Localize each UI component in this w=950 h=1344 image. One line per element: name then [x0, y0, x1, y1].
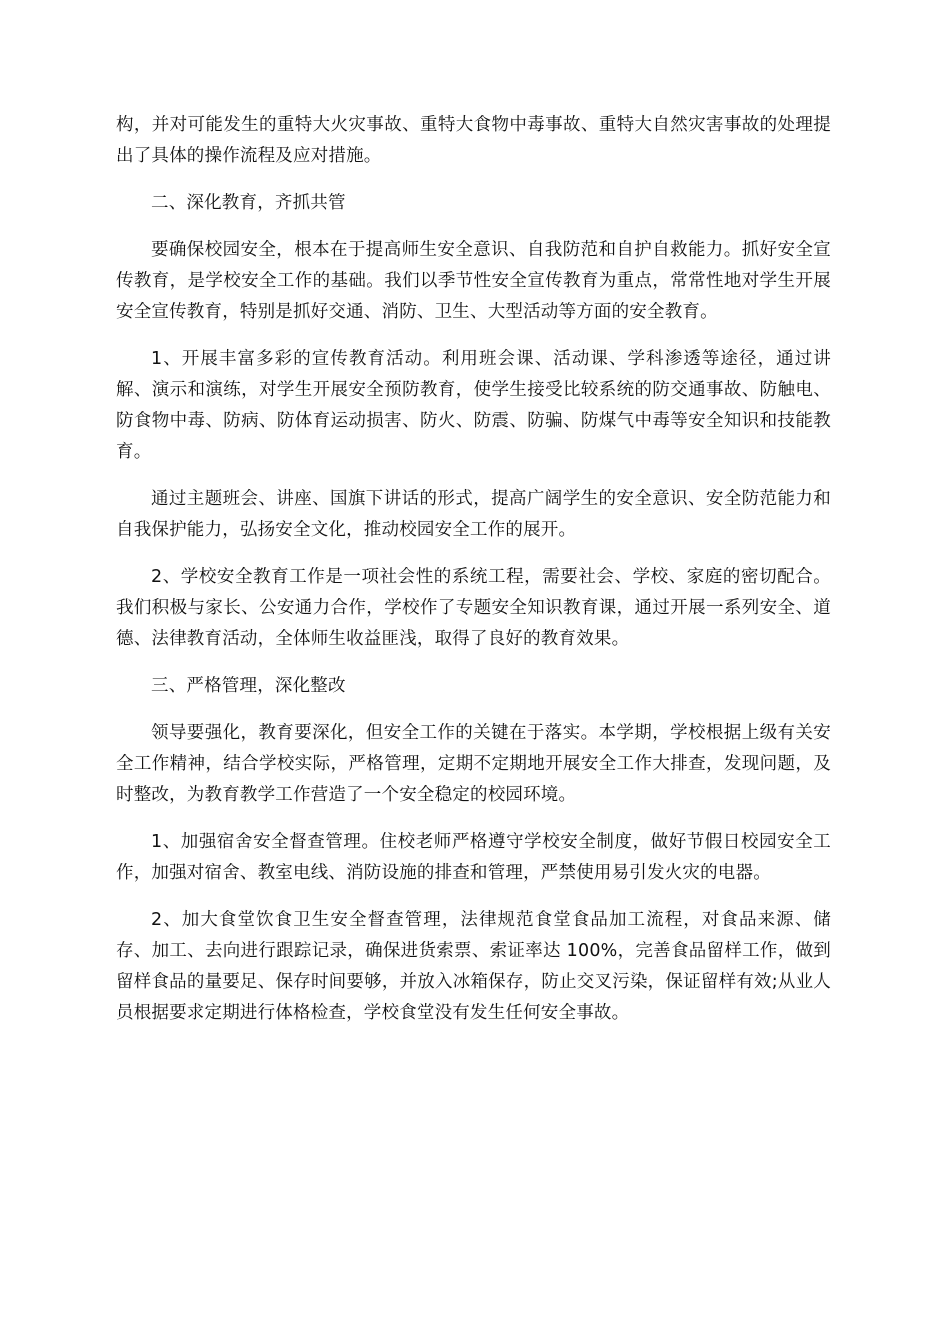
paragraph: 1、加强宿舍安全督查管理。住校老师严格遵守学校安全制度，做好节假日校园安全工作，加强对宿舍、教室电线、消防设施的排查和管理，严禁使用易引发火灾的电器。 [116, 832, 831, 883]
section-heading-2: 二、深化教育，齐抓共管 [151, 193, 346, 213]
paragraph: 通过主题班会、讲座、国旗下讲话的形式，提高广阔学生的安全意识、安全防范能力和自我保护能力，弘扬安全文化，推动校园安全工作的展开。 [116, 489, 831, 540]
paragraph: 要确保校园安全，根本在于提高师生安全意识、自我防范和自护自救能力。抓好安全宣传教育，是学校安全工作的基础。我们以季节性安全宣传教育为重点，常常性地对学生开展安全宣传教育，特别是抓好交通、消防、卫生、大型活动等方面的安全教育。 [116, 240, 831, 322]
paragraph: 2、加大食堂饮食卫生安全督查管理，法律规范食堂食品加工流程，对食品来源、储存、加工、去向进行跟踪记录，确保进货索票、索证率达 100%，完善食品留样工作，做到留样食品的量要足、保存时间要够，并放入冰箱保存，防止交叉污染，保证留样有效;从业人员根据要求定期进行体格检查，学校食堂没有发生任何安全事故。 [116, 910, 831, 1023]
paragraph: 2、学校安全教育工作是一项社会性的系统工程，需要社会、学校、家庭的密切配合。我们积极与家长、公安通力合作，学校作了专题安全知识教育课，通过开展一系列安全、道德、法律教育活动，全体师生收益匪浅，取得了良好的教育效果。 [116, 567, 831, 649]
paragraph-continuation: 构，并对可能发生的重特大火灾事故、重特大食物中毒事故、重特大自然灾害事故的处理提出了具体的操作流程及应对措施。 [116, 115, 831, 166]
section-heading-3: 三、严格管理，深化整改 [151, 676, 346, 696]
document-body [116, 110, 831, 1045]
paragraph: 1、开展丰富多彩的宣传教育活动。利用班会课、活动课、学科渗透等途径，通过讲解、演示和演练，对学生开展安全预防教育，使学生接受比较系统的防交通事故、防触电、防食物中毒、防病、防体育运动损害、防火、防震、防骗、防煤气中毒等安全知识和技能教育。 [116, 349, 831, 462]
paragraph: 领导要强化，教育要深化，但安全工作的关键在于落实。本学期，学校根据上级有关安全工作精神，结合学校实际，严格管理，定期不定期地开展安全工作大排查，发现问题，及时整改，为教育教学工作营造了一个安全稳定的校园环境。 [116, 723, 831, 805]
